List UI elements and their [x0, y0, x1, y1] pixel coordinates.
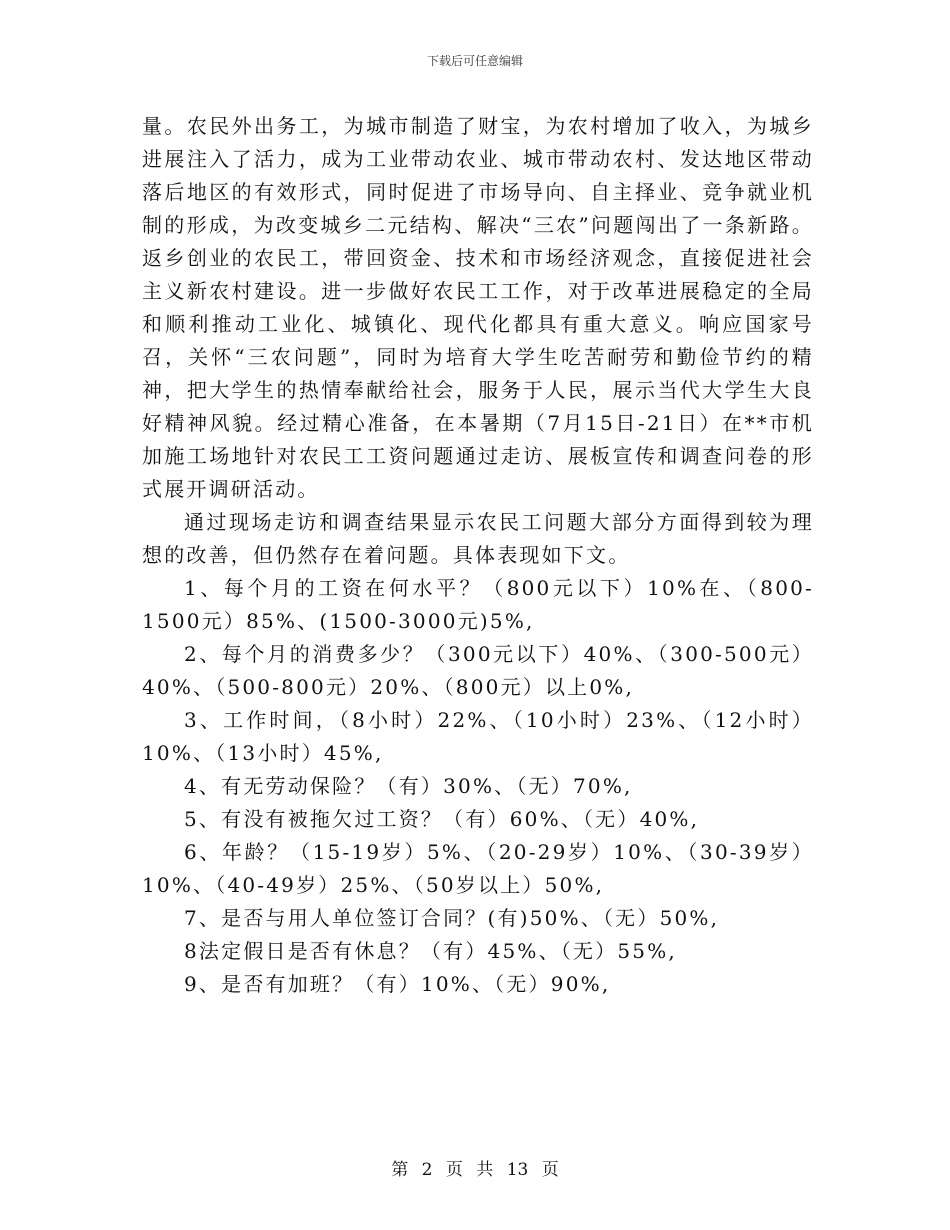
footer-page-word: 页 [445, 1160, 463, 1180]
paragraph-intro: 量。农民外出务工，为城市制造了财宝，为农村增加了收入，为城乡进展注入了活力，成为工业带动农业、城市带动农村、发达地区带动落后地区的有效形式，同时促进了市场导向、自主择业、竞争就业机制的形成，为改变城乡二元结构、解决“三农”问题闯出了一条新路。返乡创业的农民工，带回资金、技术和市场经济观念，直接促进社会主义新农村建设。进一步做好农民工工作，对于改革进展稳定的全局和顺利推动工业化、城镇化、现代化都具有重大意义。响应国家号召，关怀“三农问题”，同时为培育大学生吃苦耐劳和勤俭节约的精神，把大学生的热情奉献给社会，服务于人民，展示当代大学生大良好精神风貌。经过精心准备，在本暑期（7月15日-21日）在**市机加施工场地针对农民工工资问题通过走访、展板宣传和调查问卷的形式展开调研活动。 [142, 114, 814, 501]
survey-item-3: 3、工作时间，（8小时）22%、（10小时）23%、（12小时）10%、（13小时）45%, [142, 708, 814, 765]
survey-item-5: 5、有没有被拖欠过工资？（有）60%、（无）40%, [184, 807, 700, 831]
footer-total-word: 共 [476, 1160, 494, 1180]
document-body [142, 110, 814, 1001]
survey-item-7: 7、是否与用人单位签订合同？(有)50%、（无）50%, [184, 906, 720, 930]
survey-item-9: 9、是否有加班？（有）10%、（无）90%, [184, 972, 611, 996]
page-header: 下载后可任意编辑 [426, 54, 523, 68]
footer-page-number: 2 [421, 1160, 433, 1180]
survey-item-2: 2、每个月的消费多少？（300元以下）40%、（300-500元）40%、（500-800元）20%、（800元）以上0%, [142, 642, 814, 699]
footer-suffix: 页 [541, 1160, 559, 1180]
survey-item-4: 4、有无劳动保险？（有）30%、（无）70%, [184, 774, 633, 798]
footer-total-pages: 13 [506, 1160, 529, 1180]
page-footer [0, 1155, 950, 1180]
paragraph-summary: 通过现场走访和调查结果显示农民工问题大部分方面得到较为理想的改善，但仍然存在着问题。具体表现如下文。 [142, 510, 814, 567]
footer-prefix: 第 [391, 1160, 409, 1180]
survey-item-8: 8法定假日是否有休息？（有）45%、（无）55%, [184, 939, 677, 963]
survey-item-1: 1、每个月的工资在何水平？（800元以下）10%在、（800-1500元）85%、(1500-3000元)5%, [142, 576, 814, 633]
survey-item-6: 6、年龄？（15-19岁）5%、（20-29岁）10%、（30-39岁）10%、（40-49岁）25%、（50岁以上）50%, [142, 840, 814, 897]
